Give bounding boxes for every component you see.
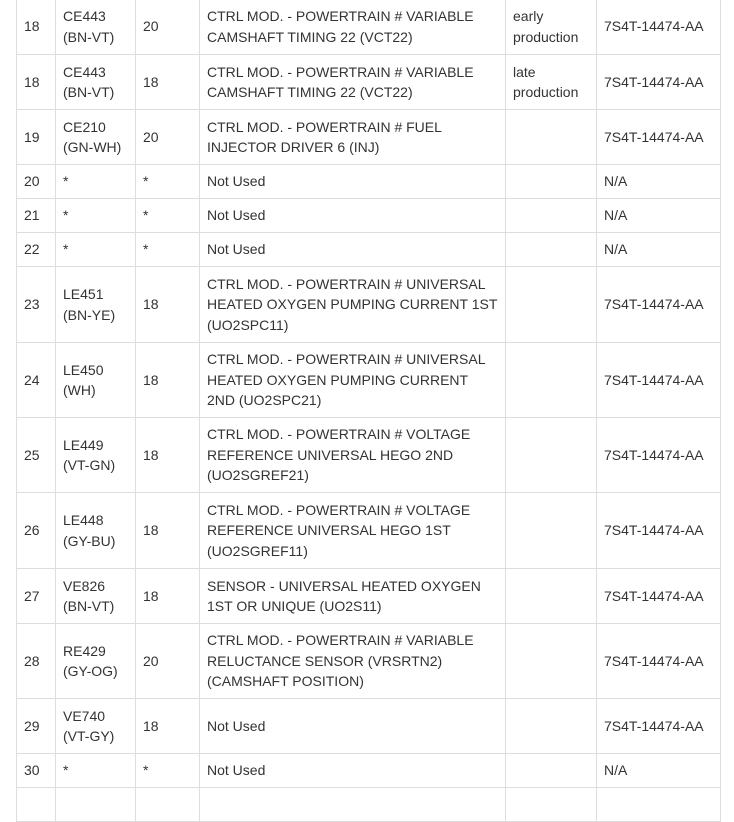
table-row — [17, 233, 721, 267]
pin-number: 22 — [17, 233, 56, 267]
wire-gauge: 18 — [136, 493, 200, 569]
circuit-description: CTRL MOD. - POWERTRAIN # UNIVERSAL HEATED OXYGEN PUMPING CURRENT 2ND (UO2SPC21) — [200, 343, 506, 418]
pin-number: 21 — [17, 199, 56, 233]
part-number: 7S4T-14474-AA — [597, 0, 721, 55]
part-number — [597, 788, 721, 822]
wire-gauge: 20 — [136, 624, 200, 699]
pin-number — [17, 788, 56, 822]
production-note — [506, 624, 597, 699]
table-row — [17, 493, 721, 569]
connector-pinout-table — [16, 0, 721, 822]
production-note — [506, 199, 597, 233]
circuit-code: CE443 (BN-VT) — [56, 55, 136, 110]
part-number: N/A — [597, 754, 721, 788]
circuit-code: * — [56, 165, 136, 199]
part-number: N/A — [597, 199, 721, 233]
table-row — [17, 0, 721, 55]
table-row — [17, 165, 721, 199]
production-note — [506, 754, 597, 788]
circuit-description: Not Used — [200, 699, 506, 754]
pin-number: 20 — [17, 165, 56, 199]
production-note — [506, 233, 597, 267]
pin-number: 25 — [17, 418, 56, 493]
circuit-description: CTRL MOD. - POWERTRAIN # VOLTAGE REFERENCE UNIVERSAL HEGO 2ND (UO2SGREF21) — [200, 418, 506, 493]
table-row — [17, 624, 721, 699]
circuit-code: VE740 (VT-GY) — [56, 699, 136, 754]
wire-gauge: 18 — [136, 55, 200, 110]
production-note — [506, 343, 597, 418]
part-number: N/A — [597, 165, 721, 199]
circuit-code: * — [56, 754, 136, 788]
circuit-code — [56, 788, 136, 822]
circuit-description — [200, 788, 506, 822]
pin-number: 29 — [17, 699, 56, 754]
part-number: 7S4T-14474-AA — [597, 418, 721, 493]
circuit-description: CTRL MOD. - POWERTRAIN # FUEL INJECTOR DRIVER 6 (INJ) — [200, 110, 506, 165]
table-row — [17, 788, 721, 822]
production-note: late production — [506, 55, 597, 110]
circuit-code: CE443 (BN-VT) — [56, 0, 136, 55]
table-row — [17, 199, 721, 233]
part-number: 7S4T-14474-AA — [597, 267, 721, 343]
wire-gauge: * — [136, 233, 200, 267]
wire-gauge: 18 — [136, 699, 200, 754]
production-note — [506, 418, 597, 493]
table-row — [17, 110, 721, 165]
wire-gauge: 18 — [136, 418, 200, 493]
wire-gauge: * — [136, 199, 200, 233]
circuit-code: VE826 (BN-VT) — [56, 569, 136, 624]
part-number: 7S4T-14474-AA — [597, 699, 721, 754]
part-number: 7S4T-14474-AA — [597, 569, 721, 624]
pin-number: 23 — [17, 267, 56, 343]
production-note — [506, 569, 597, 624]
production-note — [506, 165, 597, 199]
circuit-description: Not Used — [200, 754, 506, 788]
wire-gauge: * — [136, 754, 200, 788]
circuit-description: CTRL MOD. - POWERTRAIN # UNIVERSAL HEATED OXYGEN PUMPING CURRENT 1ST (UO2SPC11) — [200, 267, 506, 343]
circuit-code: * — [56, 199, 136, 233]
wire-gauge: * — [136, 165, 200, 199]
circuit-description: CTRL MOD. - POWERTRAIN # VARIABLE CAMSHAFT TIMING 22 (VCT22) — [200, 0, 506, 55]
production-note — [506, 788, 597, 822]
wire-gauge: 18 — [136, 267, 200, 343]
production-note — [506, 493, 597, 569]
part-number: 7S4T-14474-AA — [597, 624, 721, 699]
part-number: 7S4T-14474-AA — [597, 55, 721, 110]
pin-number: 24 — [17, 343, 56, 418]
circuit-code: LE451 (BN-YE) — [56, 267, 136, 343]
table-row — [17, 343, 721, 418]
circuit-code: LE449 (VT-GN) — [56, 418, 136, 493]
table-row — [17, 569, 721, 624]
circuit-code: * — [56, 233, 136, 267]
wire-gauge — [136, 788, 200, 822]
circuit-description: Not Used — [200, 165, 506, 199]
pin-number: 27 — [17, 569, 56, 624]
table-row — [17, 55, 721, 110]
production-note — [506, 267, 597, 343]
production-note — [506, 699, 597, 754]
part-number: 7S4T-14474-AA — [597, 493, 721, 569]
pin-number: 26 — [17, 493, 56, 569]
production-note — [506, 110, 597, 165]
pin-number: 18 — [17, 55, 56, 110]
circuit-description: CTRL MOD. - POWERTRAIN # VARIABLE CAMSHAFT TIMING 22 (VCT22) — [200, 55, 506, 110]
pin-number: 18 — [17, 0, 56, 55]
table-row — [17, 267, 721, 343]
pin-number: 19 — [17, 110, 56, 165]
circuit-description: SENSOR - UNIVERSAL HEATED OXYGEN 1ST OR UNIQUE (UO2S11) — [200, 569, 506, 624]
wire-gauge: 20 — [136, 110, 200, 165]
wire-gauge: 18 — [136, 343, 200, 418]
circuit-description: Not Used — [200, 199, 506, 233]
table-row — [17, 754, 721, 788]
wire-gauge: 18 — [136, 569, 200, 624]
part-number: 7S4T-14474-AA — [597, 110, 721, 165]
pin-number: 30 — [17, 754, 56, 788]
circuit-code: RE429 (GY-OG) — [56, 624, 136, 699]
production-note: early production — [506, 0, 597, 55]
part-number: N/A — [597, 233, 721, 267]
circuit-code: CE210 (GN-WH) — [56, 110, 136, 165]
part-number: 7S4T-14474-AA — [597, 343, 721, 418]
pin-number: 28 — [17, 624, 56, 699]
wire-gauge: 20 — [136, 0, 200, 55]
circuit-code: LE450 (WH) — [56, 343, 136, 418]
table-row — [17, 699, 721, 754]
circuit-description: CTRL MOD. - POWERTRAIN # VOLTAGE REFERENCE UNIVERSAL HEGO 1ST (UO2SGREF11) — [200, 493, 506, 569]
table-row — [17, 418, 721, 493]
circuit-code: LE448 (GY-BU) — [56, 493, 136, 569]
circuit-description: CTRL MOD. - POWERTRAIN # VARIABLE RELUCTANCE SENSOR (VRSRTN2) (CAMSHAFT POSITION) — [200, 624, 506, 699]
circuit-description: Not Used — [200, 233, 506, 267]
